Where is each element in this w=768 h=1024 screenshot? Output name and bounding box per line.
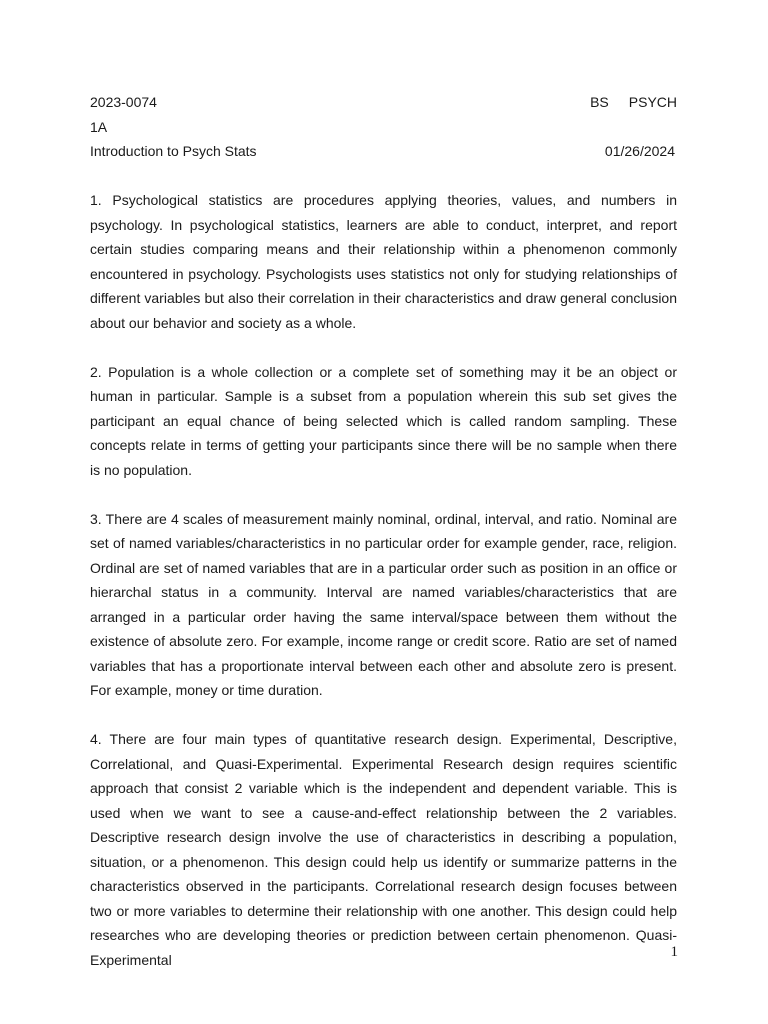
answer-paragraph-4: 4. There are four main types of quantitative research design. Experimental, Descriptive, Correlational, and Quasi-Experimental. Experimental Research design requires scientific approach that consist 2 variable which is the independent and dependent variable. This is used when we want to see a cause-and-effect relationship between the 2 variables. Descriptive research design involve the use of characteristics in describing a population, situation, or a phenomenon. This design could help us identify or summarize patterns in the characteristics observed in the participants. Correlational research design focuses between two or more variables to determine their relationship with one another. This design could help researches who are developing theories or prediction between certain phenomenon. Quasi-Experimental xyxy=(90,731,677,968)
answer-paragraph-3: 3. There are 4 scales of measurement mainly nominal, ordinal, interval, and ratio. Nominal are set of named variables/characteristics in no particular order for example gender, race, religion. Ordinal are set of named variables that are in a particular order such as position in an office or hierarchal status in a community. Interval are named variables/characteristics that are arranged in a particular order having the same interval/space between them without the existence of absolute zero. For example, income range or credit score. Ratio are set of named variables that has a proportionate interval between each other and absolute zero is present. For example, money or time duration. xyxy=(90,510,677,698)
header-row-id xyxy=(90,90,677,115)
program-psych: PSYCH xyxy=(628,94,677,110)
section: 1A xyxy=(90,118,108,135)
course-title: Introduction to Psych Stats xyxy=(90,143,257,159)
answer-paragraph-2: 2. Population is a whole collection or a complete set of something may it be an object or human in particular. Sample is a subset from a population wherein this sub set gives the participant an equal chance of being selected which is called random sampling. These concepts relate in terms of getting your participants since there will be no sample when there is no population. xyxy=(90,363,677,478)
document-date: 01/26/2024 xyxy=(604,143,675,159)
header-row-course xyxy=(90,139,677,164)
answer-paragraph-1: 1. Psychological statistics are procedures applying theories, values, and numbers in psychology. In psychological statistics, learners are able to conduct, interpret, and report certain studies comparing means and their relationship within a phenomenon commonly encountered in psychology. Psychologists uses statistics not only for studying relationships of different variables but also their correlation in their characteristics and draw general conclusion about our behavior and society as a whole. xyxy=(90,192,677,331)
page-number: 1 xyxy=(670,944,678,960)
student-id: 2023-0074 xyxy=(90,94,157,110)
document-content xyxy=(90,90,677,972)
program xyxy=(590,90,677,115)
header-row-section xyxy=(90,115,677,140)
program-bs: BS xyxy=(590,94,609,110)
